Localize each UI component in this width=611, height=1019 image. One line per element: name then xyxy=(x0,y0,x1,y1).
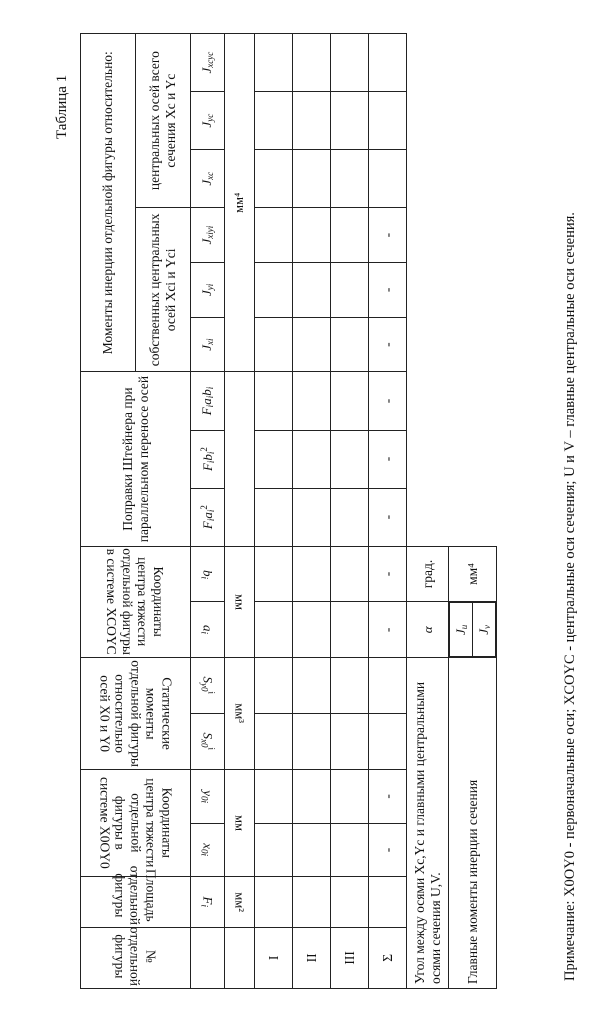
dash-cell: - xyxy=(369,372,407,430)
table-cell xyxy=(331,208,369,263)
table-cell xyxy=(255,658,293,714)
table-cell xyxy=(293,317,331,372)
sym-jyc: $J_{yc}$ xyxy=(191,92,225,150)
table-cell xyxy=(293,92,331,150)
dash-cell: - xyxy=(369,823,407,877)
table-cell xyxy=(331,546,369,602)
moments-table xyxy=(80,33,497,989)
table-caption: Таблица 1 xyxy=(54,74,70,139)
sym-fb2: $F_ib_i^2$ xyxy=(191,430,225,488)
header-number: № отдельной фигуры xyxy=(81,927,191,988)
table-cell xyxy=(369,34,407,92)
table-cell xyxy=(293,714,331,770)
table-row xyxy=(255,34,293,989)
table-cell xyxy=(293,770,331,824)
table-cell xyxy=(293,602,331,658)
row-label: III xyxy=(331,927,369,988)
header-static: Статические моменты отдельной фигуры относительно осей X0 и Y0 xyxy=(81,658,191,770)
header-steiner: Поправки Штейнера при параллельном переносе осей xyxy=(81,372,191,546)
principal-symbols xyxy=(449,602,497,658)
table-cell: $J_u$ xyxy=(450,603,473,657)
table-cell xyxy=(293,34,331,92)
table-cell xyxy=(369,877,407,927)
sym-fab: $F_ia_ib_i$ xyxy=(191,372,225,430)
unit-area: мм² xyxy=(225,877,255,927)
table-cell xyxy=(255,208,293,263)
sym-jxi: $J_{xi}$ xyxy=(191,317,225,372)
table-cell xyxy=(331,430,369,488)
table-cell xyxy=(255,714,293,770)
table-cell xyxy=(331,92,369,150)
table-cell xyxy=(255,34,293,92)
principal-unit: мм⁴ xyxy=(449,546,497,602)
table-cell xyxy=(331,658,369,714)
table-cell xyxy=(293,430,331,488)
table-cell xyxy=(331,317,369,372)
dash-cell: - xyxy=(369,430,407,488)
table-cell xyxy=(255,770,293,824)
sym-x0: $x_{0i}$ xyxy=(191,823,225,877)
table-cell xyxy=(331,877,369,927)
table-cell xyxy=(331,34,369,92)
sym-y0: $y_{0i}$ xyxy=(191,770,225,824)
row-label: Σ xyxy=(369,927,407,988)
table-cell xyxy=(293,877,331,927)
table-cell xyxy=(331,823,369,877)
unit-steiner-blank xyxy=(225,372,255,546)
table-cell xyxy=(407,34,449,547)
table-cell xyxy=(449,34,497,547)
sym-jyi: $J_{yi}$ xyxy=(191,262,225,317)
table-cell: $J_v$ xyxy=(473,603,496,657)
dash-cell: - xyxy=(369,488,407,546)
header-coordsC: Координаты центра тяжести отдельной фигуры в системе XCOYC xyxy=(81,546,191,658)
table-cell xyxy=(293,372,331,430)
table-cell xyxy=(293,208,331,263)
table-row xyxy=(293,34,331,989)
sym-blank xyxy=(191,927,225,988)
table-cell xyxy=(331,602,369,658)
unit-moments: мм⁴ xyxy=(225,34,255,372)
header-own-axes: собственных центральных осей Xci и Yci xyxy=(136,208,191,372)
table-cell xyxy=(369,714,407,770)
sym-sx0: $S_{x0}^i$ xyxy=(191,714,225,770)
table-cell xyxy=(331,262,369,317)
table-cell xyxy=(331,150,369,208)
sym-sy0: $S_{y0}^i$ xyxy=(191,658,225,714)
table-cell xyxy=(293,823,331,877)
table-cell xyxy=(369,150,407,208)
sym-jxc: $J_{xc}$ xyxy=(191,150,225,208)
sym-jxiyi: $J_{xiyi}$ xyxy=(191,208,225,263)
table-cell xyxy=(293,150,331,208)
row-label: I xyxy=(255,927,293,988)
table-cell xyxy=(255,150,293,208)
unit-coordsC: мм xyxy=(225,546,255,658)
angle-label: Угол между осями Xc,Yc и главными центральными осями сечения U,V. xyxy=(407,658,449,989)
sym-jxcyc: $J_{xcyc}$ xyxy=(191,34,225,92)
dash-cell: - xyxy=(369,770,407,824)
principal-label: Главные моменты инерции сечения xyxy=(449,658,497,989)
header-area: Площадь отдельной фигуры xyxy=(81,877,191,927)
table-cell xyxy=(255,92,293,150)
table-cell xyxy=(255,262,293,317)
table-cell xyxy=(331,372,369,430)
unit-blank xyxy=(225,927,255,988)
table-cell xyxy=(255,488,293,546)
table-cell xyxy=(255,317,293,372)
dash-cell: - xyxy=(369,208,407,263)
table-cell xyxy=(293,658,331,714)
table-cell xyxy=(369,92,407,150)
table-cell xyxy=(369,658,407,714)
sym-b: $b_i$ xyxy=(191,546,225,602)
table-cell xyxy=(293,488,331,546)
header-moments: Моменты инерции отдельной фигуры относительно: xyxy=(81,34,136,372)
table-cell xyxy=(293,546,331,602)
table-cell xyxy=(331,714,369,770)
table-cell xyxy=(255,546,293,602)
dash-cell: - xyxy=(369,262,407,317)
dash-cell: - xyxy=(369,602,407,658)
sym-a: $a_i$ xyxy=(191,602,225,658)
footnote: Примечание: X0OY0 - первоначальные оси; XCOYC - центральные оси сечения; U и V – главные центральные оси сечения. xyxy=(562,212,578,981)
table-cell xyxy=(255,602,293,658)
angle-unit: град. xyxy=(407,546,449,602)
table-row xyxy=(331,34,369,989)
table-cell xyxy=(331,770,369,824)
dash-cell: - xyxy=(369,546,407,602)
table-cell xyxy=(255,430,293,488)
angle-symbol: α xyxy=(407,602,449,658)
table-cell xyxy=(255,823,293,877)
sym-area: $F_i$ xyxy=(191,877,225,927)
header-coords0: Координаты центра тяжести отдельной фигуры в системе X0OY0 xyxy=(81,770,191,877)
header-central-axes: центральных осей всего сечения Xc и Yc xyxy=(136,34,191,208)
table-cell xyxy=(255,877,293,927)
unit-static: мм³ xyxy=(225,658,255,770)
table-cell xyxy=(255,372,293,430)
unit-coords0: мм xyxy=(225,770,255,877)
dash-cell: - xyxy=(369,317,407,372)
row-label: II xyxy=(293,927,331,988)
sym-fa2: $F_ia_i^2$ xyxy=(191,488,225,546)
table-cell xyxy=(331,488,369,546)
table-row xyxy=(369,34,407,989)
table-cell xyxy=(293,262,331,317)
